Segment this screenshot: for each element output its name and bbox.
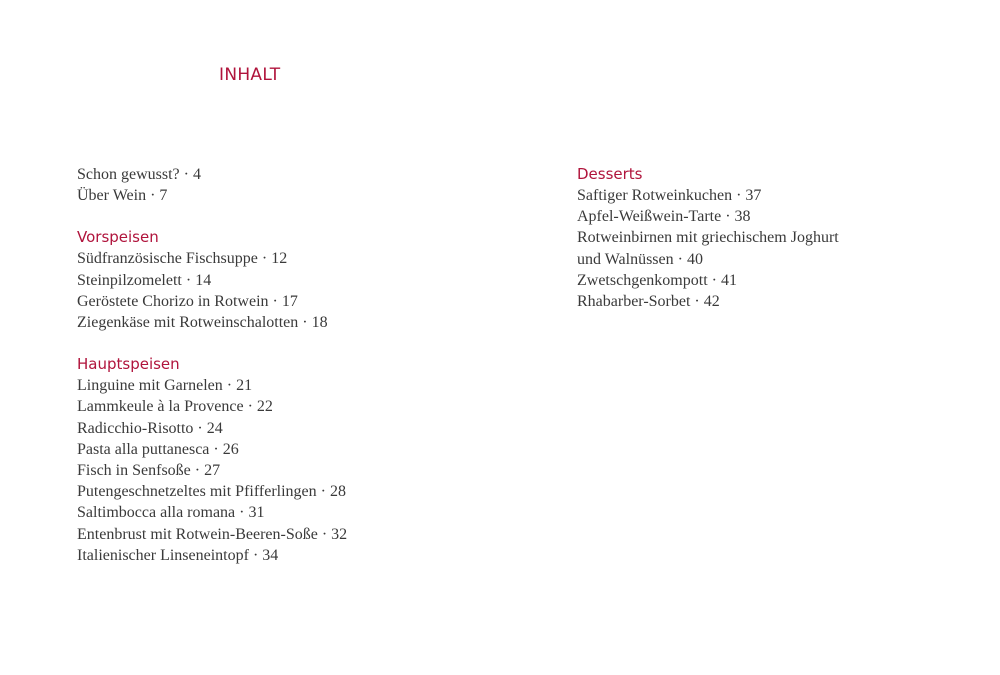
toc-left-column [77, 164, 477, 587]
toc-entry: Entenbrust mit Rotwein-Beeren-Soße · 32 [77, 525, 348, 543]
toc-entry: Geröstete Chorizo in Rotwein · 17 [77, 292, 298, 310]
toc-entry: und Walnüssen · 40 [577, 250, 703, 268]
toc-entry: Rhabarber-Sorbet · 42 [577, 293, 720, 311]
toc-entry: Italienischer Linseneintopf · 34 [77, 546, 279, 564]
toc-group-hauptspeisen [77, 354, 477, 566]
toc-entry: Südfranzösische Fischsuppe · 12 [77, 250, 288, 268]
toc-group-vorspeisen [77, 227, 477, 333]
toc-list [77, 375, 477, 566]
toc-entry: Fisch in Senfsoße · 27 [77, 462, 221, 480]
toc-entry: Radicchio-Risotto · 24 [77, 419, 223, 437]
toc-entry: Apfel-Weißwein-Tarte · 38 [577, 208, 751, 226]
toc-group-intro [77, 164, 477, 206]
toc-entry: Saltimbocca alla romana · 31 [77, 504, 265, 522]
toc-entry: Rotweinbirnen mit griechischem Joghurt [577, 229, 839, 247]
toc-right-column [577, 164, 977, 333]
toc-group-desserts [577, 164, 977, 312]
toc-entry: Saftiger Rotweinkuchen · 37 [577, 187, 762, 204]
section-heading: Vorspeisen [77, 228, 159, 247]
section-heading: Hauptspeisen [77, 355, 180, 374]
toc-entry: Putengeschnetzeltes mit Pfifferlingen · 28 [77, 483, 346, 501]
toc-list [577, 185, 977, 312]
toc-entry: Steinpilzomelett · 14 [77, 271, 212, 289]
toc-list [77, 164, 477, 206]
toc-entry: Ziegenkäse mit Rotweinschalotten · 18 [77, 314, 328, 332]
toc-entry: Zwetschgenkompott · 41 [577, 271, 737, 289]
toc-list [77, 248, 477, 333]
toc-entry: Pasta alla puttanesca · 26 [77, 440, 239, 458]
toc-entry: Lammkeule à la Provence · 22 [77, 398, 273, 416]
toc-entry: Über Wein · 7 [77, 187, 168, 205]
page-title: INHALT [219, 65, 281, 85]
toc-entry: Linguine mit Garnelen · 21 [77, 377, 253, 395]
section-heading: Desserts [577, 165, 643, 183]
toc-entry: Schon gewusst? · 4 [77, 166, 201, 183]
